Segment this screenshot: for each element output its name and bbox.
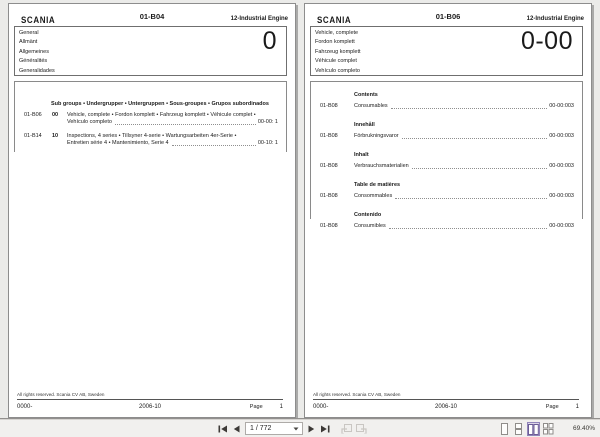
footer-page-label: Page [249,404,263,410]
title-languages [19,29,55,76]
viewer-toolbar [0,418,600,437]
title-languages [315,29,361,76]
table-row [24,133,278,147]
title-line: Généralités [19,58,48,65]
previous-view-icon [341,424,352,434]
copyright-text: All rights reserved. Scania CV AB, Sweden [313,392,401,398]
row-description-line1: Inspections, 4 series • Tillsyner 4-serie • Wartungsarbeiten 4er-Serie • [67,133,237,139]
table-row [320,133,574,140]
footer-rule [17,399,283,400]
dotted-leader [395,198,547,199]
row-page-ref: 00-00:003 [549,133,574,139]
first-page-button[interactable] [217,422,228,435]
row-description-line2: Vehículo completo [67,119,112,125]
scania-logo: SCANIA [317,15,352,26]
last-page-button[interactable] [320,422,331,435]
previous-view-button[interactable] [341,422,352,435]
row-ref: 01-B08 [320,103,338,109]
previous-page-icon [233,425,240,433]
row-item: Consumibles [354,223,386,229]
section-heading: Inhalt [354,152,369,158]
section-heading: Innehåll [354,122,375,128]
product-name: 12-Industrial Engine [526,16,584,22]
row-ref: 01-B08 [320,193,338,199]
document-code: 01-B06 [435,12,461,21]
next-view-button[interactable] [356,422,367,435]
dotted-leader [391,108,548,109]
footer-code: 0000- [17,404,33,410]
row-description [67,133,278,147]
single-page-layout-button[interactable] [499,423,510,436]
contents-section [320,92,574,110]
row-page-ref: 00-00:003 [549,193,574,199]
row-page-ref: 00-10: 1 [257,140,278,146]
page-number-combobox[interactable] [245,422,303,435]
row-description-line2: Entretien série 4 • Mantenimiento, Serie 4 [67,140,169,146]
row-page-ref: 00-00: 1 [257,119,278,125]
two-page-layout-button[interactable] [527,422,540,436]
title-line: General [19,30,39,36]
next-view-icon [356,424,367,434]
dotted-leader [115,124,256,125]
footer-date: 2006-10 [434,404,458,410]
previous-page-button[interactable] [231,422,242,435]
dotted-leader [402,138,548,139]
document-page-left [8,3,296,418]
row-page-ref: 00-00:003 [549,163,574,169]
table-row [24,112,278,126]
title-line: Generalidades [19,67,55,74]
footer-rule [313,399,579,400]
row-description-line1: Vehicle, complete • Fordon komplett • Fahrzeug komplett • Véhicule complet • [67,112,256,118]
page-footer [313,392,579,410]
row-item: Consumables [354,103,388,109]
row-ref: 01-B08 [320,133,338,139]
row-page-ref: 00-00:003 [549,223,574,229]
group-number: 0-00 [520,27,573,55]
table-row [320,193,574,200]
contents-section [320,152,574,170]
continuous-pages-icon [514,423,523,435]
contents-section [320,212,574,230]
title-line: Vehículo completo [315,67,360,74]
title-box [14,26,287,76]
dotted-leader [172,145,256,146]
dotted-leader [389,228,547,229]
next-page-button[interactable] [306,422,317,435]
table-row [320,163,574,170]
row-page-ref: 00-00:003 [549,103,574,109]
row-ref: 01-B06 [24,112,42,118]
two-page-continuous-icon [543,423,554,435]
row-num: 10 [52,133,59,139]
continuous-layout-button[interactable] [513,423,524,436]
first-page-icon [218,425,227,433]
row-ref: 01-B14 [24,133,42,139]
contents-table [310,81,583,229]
footer-page-number: 1 [575,404,579,410]
title-line: Fordon komplett [315,39,355,46]
footer-date: 2006-10 [138,404,162,410]
section-heading: Table de matières [354,182,401,188]
page-number-value: 1 / 772 [250,425,272,432]
dotted-leader [412,168,547,169]
title-box [310,26,583,76]
group-number: 0 [262,27,277,55]
next-page-icon [308,425,315,433]
two-page-icon [528,424,539,435]
last-page-icon [321,425,330,433]
section-heading: Contenido [354,212,382,218]
scania-logo: SCANIA [21,15,56,26]
row-ref: 01-B08 [320,223,338,229]
footer-page-number: 1 [279,404,283,410]
title-line: Allgemeines [19,48,49,55]
product-name: 12-Industrial Engine [230,16,288,22]
section-heading: Contents [354,92,378,98]
footer-page-label: Page [545,404,559,410]
title-line: Allmänt [19,39,38,46]
row-ref: 01-B08 [320,163,338,169]
table-row [320,103,574,110]
document-code: 01-B04 [139,12,165,21]
row-item: Förbrukningsvaror [354,133,399,139]
single-page-icon [500,423,509,435]
table-row [320,223,574,230]
chevron-down-icon [293,427,299,431]
contents-section [320,182,574,200]
subgroups-header: Sub groups • Undergrupper • Untergruppen • Sous-groupes • Grupos subordinados [51,101,269,107]
page-footer [17,392,283,410]
two-page-continuous-layout-button[interactable] [543,423,554,436]
contents-section [320,122,574,140]
title-line: Véhicule complet [315,58,357,65]
row-item: Consommables [354,193,393,199]
subgroups-table [14,81,287,152]
row-description [67,112,278,126]
copyright-text: All rights reserved. Scania CV AB, Sweden [17,392,105,398]
row-num: 00 [52,112,59,118]
zoom-level-control[interactable]: 69.40% [572,425,595,432]
document-page-right [304,3,592,418]
footer-code: 0000- [313,404,329,410]
title-line: Vehicle, complete [315,30,359,36]
row-item: Verbrauchsmaterialien [354,163,409,169]
title-line: Fahrzeug komplett [315,48,361,55]
